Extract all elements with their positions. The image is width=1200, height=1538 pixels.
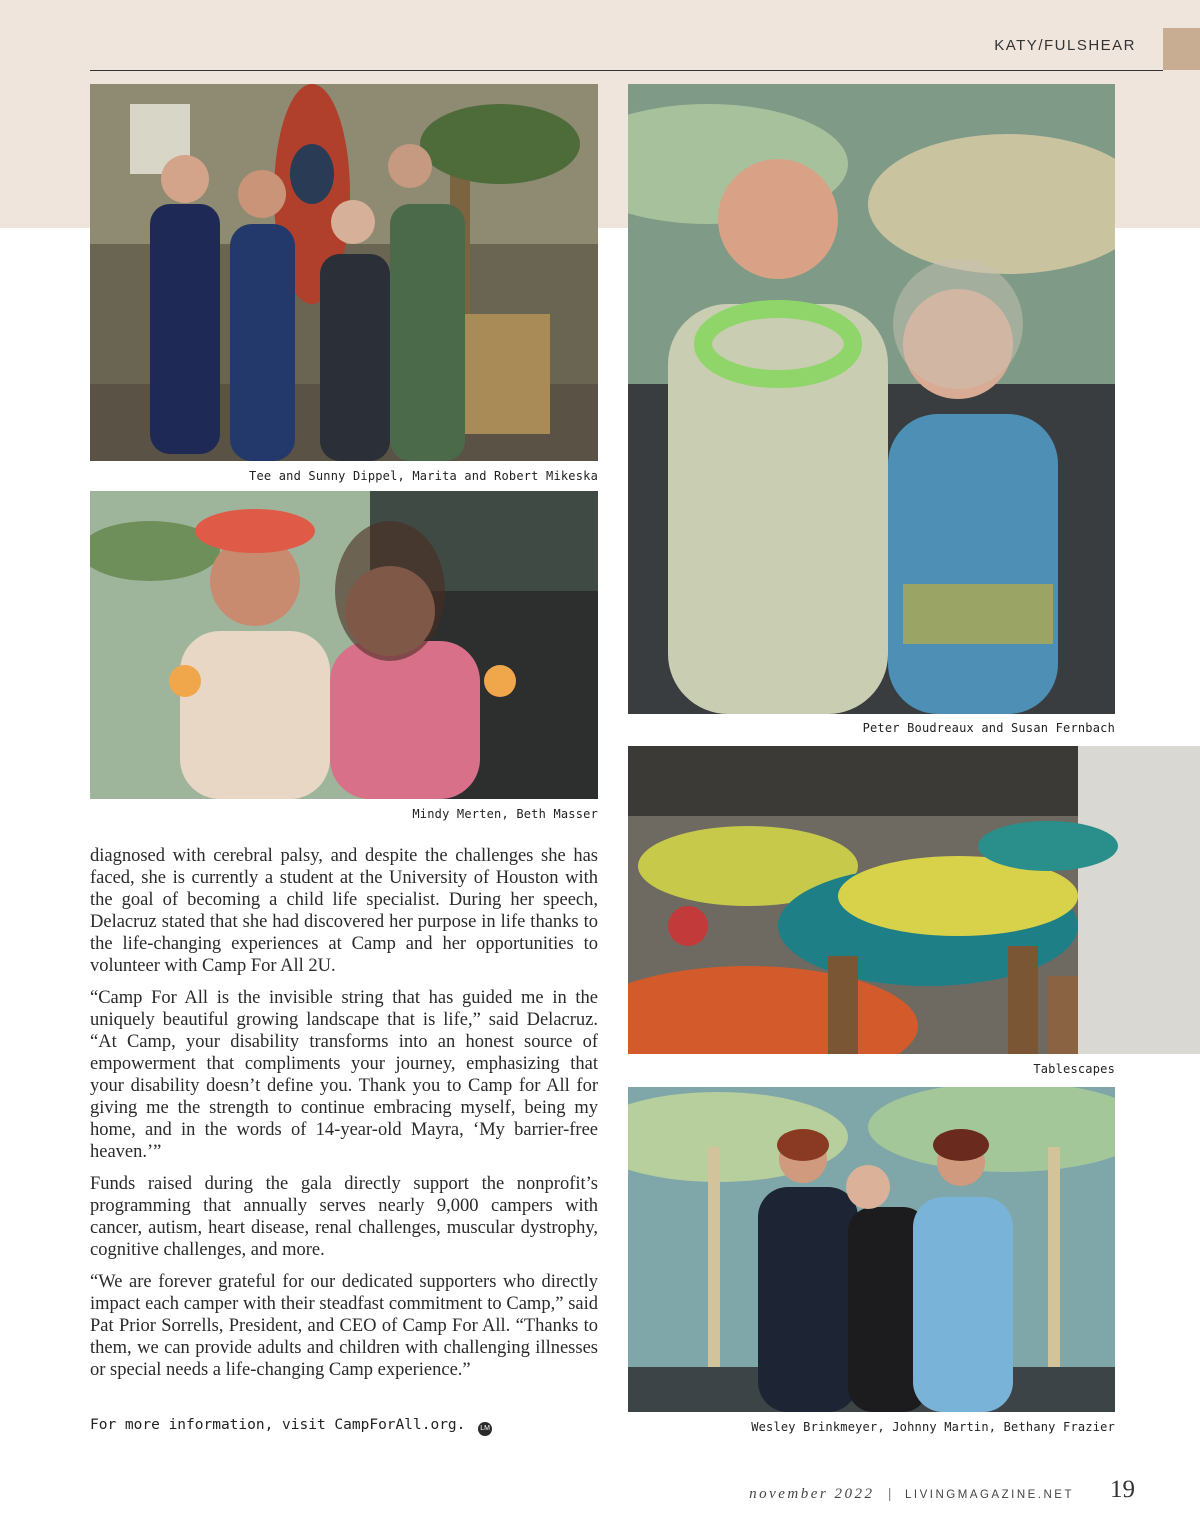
- article-paragraph: “We are forever grateful for our dedicated supporters who directly impact each camper with their steadfast commitment to Camp,” said Pat Prior Sorrells, President, and CEO of Camp For All. “Thanks to them, we can provide adults and children with challenging illnesses or special needs a life-changing Camp experience.”: [90, 1272, 598, 1380]
- photo-three-women: [628, 1087, 1115, 1412]
- page-footer: [749, 1486, 1074, 1503]
- footer-separator: |: [888, 1486, 892, 1502]
- photo-caption: Wesley Brinkmeyer, Johnny Martin, Bethany Frazier: [751, 1420, 1115, 1434]
- photo-tablescapes: [628, 746, 1200, 1054]
- photo-two-women: [90, 491, 598, 799]
- header-rule: [90, 70, 1163, 71]
- more-info-text: For more information, visit CampForAll.org.: [90, 1417, 466, 1433]
- section-tab: [1163, 28, 1200, 70]
- article-body: [90, 845, 598, 1391]
- photo-caption: Tee and Sunny Dippel, Marita and Robert Mikeska: [249, 469, 598, 483]
- photo-group-four: [90, 84, 598, 461]
- article-paragraph: Funds raised during the gala directly support the nonprofit’s programming that annually serves nearly 9,000 campers with cancer, autism, heart disease, renal challenges, muscular dystrophy, cognitive challenges, and more.: [90, 1174, 598, 1260]
- article-paragraph: diagnosed with cerebral palsy, and despite the challenges she has faced, she is currently a student at the University of Houston with the goal of becoming a child life specialist. During her speech, Delacruz stated that she had discovered her purpose in life thanks to the life-changing experiences at Camp and her opportunities to volunteer with Camp For All 2U.: [90, 846, 598, 976]
- article-paragraph: “Camp For All is the invisible string that has guided me in the uniquely beautiful growing landscape that is life,” said Delacruz. “At Camp, your disability transforms into an honest source of empowerment that compliments your journey, emphasizing that your disability doesn’t define you. Thank you to Camp for All for giving me the strength to continue embracing myself, being my home, and in the words of 14-year-old Mayra, ‘My barrier-free heaven.’”: [90, 988, 598, 1162]
- section-label: KATY/FULSHEAR: [994, 37, 1136, 54]
- end-mark-icon: LM: [478, 1422, 492, 1436]
- photo-couple: [628, 84, 1115, 714]
- photo-caption: Mindy Merten, Beth Masser: [412, 807, 598, 821]
- more-info-line: [90, 1417, 492, 1436]
- footer-website: LIVINGMAGAZINE.NET: [905, 1489, 1074, 1501]
- photo-caption: Tablescapes: [1033, 1062, 1115, 1076]
- photo-caption: Peter Boudreaux and Susan Fernbach: [862, 721, 1115, 735]
- footer-issue-date: november 2022: [749, 1486, 875, 1502]
- page-number: 19: [1110, 1476, 1135, 1503]
